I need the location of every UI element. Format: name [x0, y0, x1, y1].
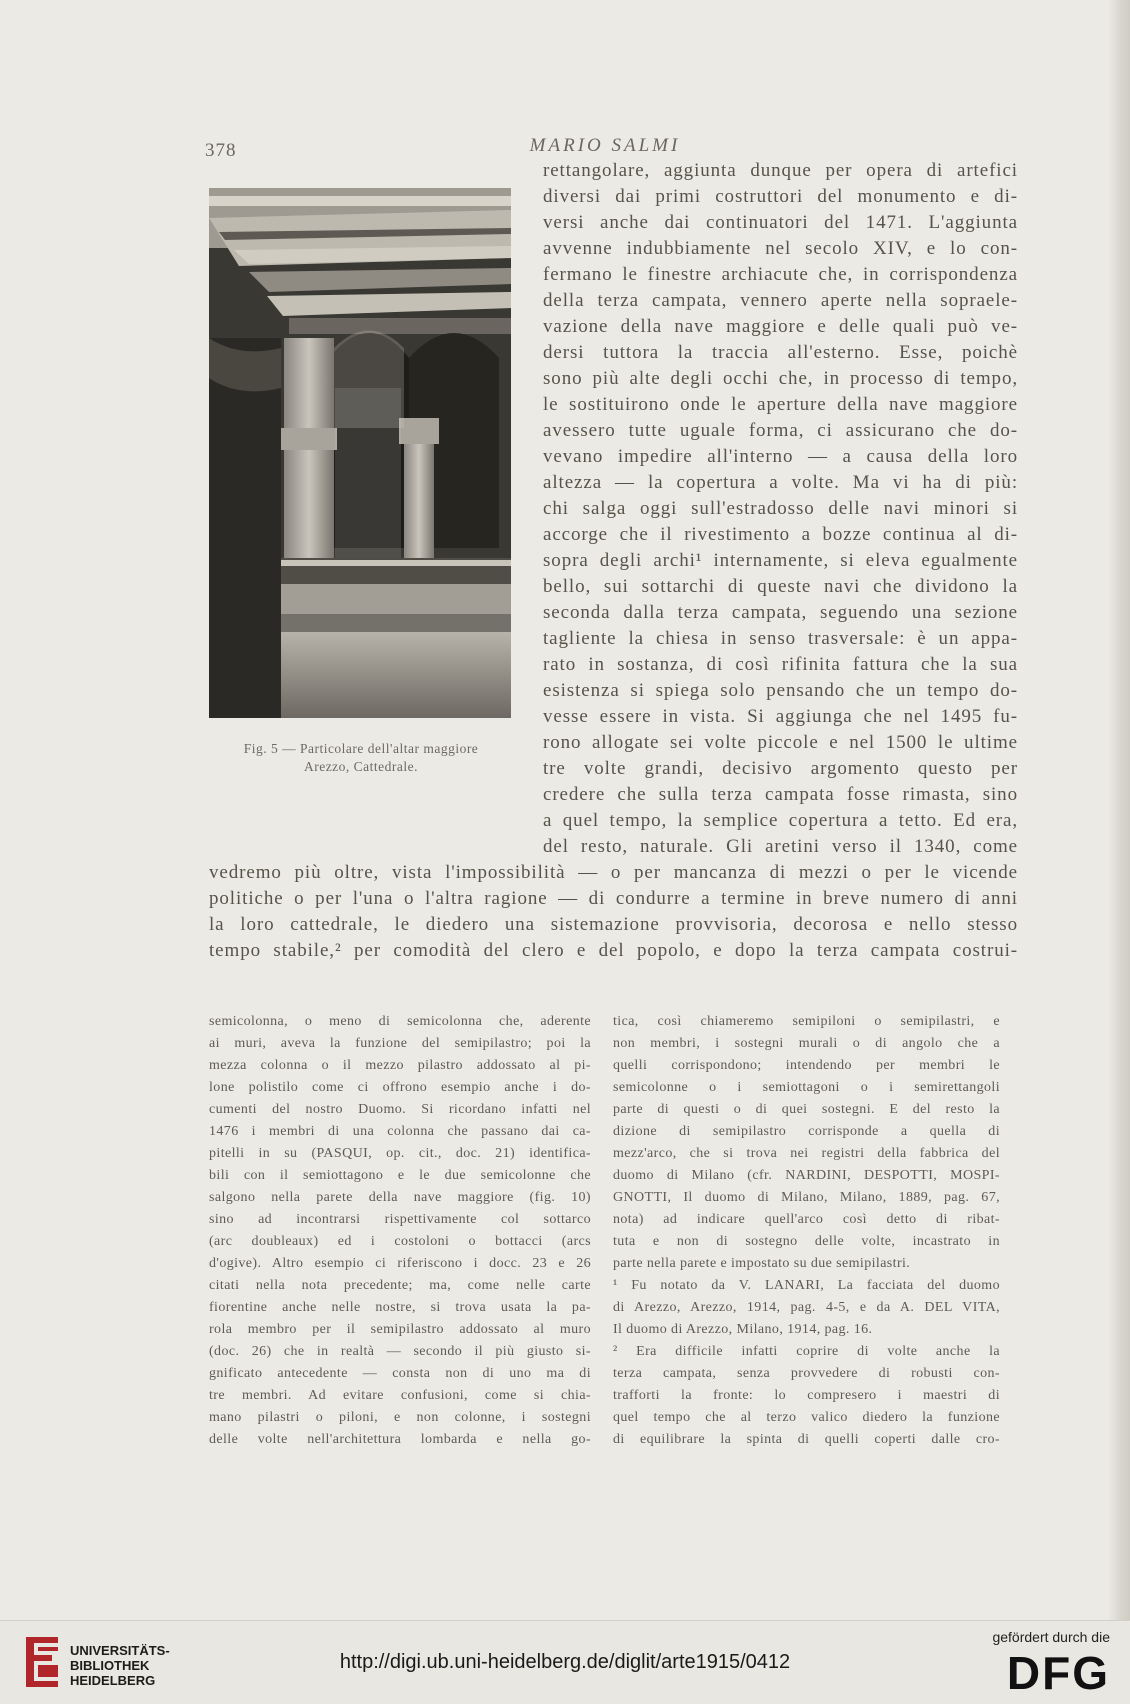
note-line: pitelli in su (PASQUI, op. cit., doc. 21) identifica- — [209, 1146, 591, 1161]
body-line: avvenne indubbiamente nel secolo XIV, e lo con- — [543, 238, 1018, 259]
body-line: seconda dalla terza campata, seguendo una sezione — [543, 602, 1018, 623]
body-line: accorge che il rivestimento a bozze continua al di- — [543, 524, 1018, 545]
note-line: tica, così chiameremo semipiloni o semipilastri, e — [613, 1014, 1000, 1029]
body-line: vazione della nave maggiore e delle quali può ve- — [543, 316, 1018, 337]
body-line: del resto, naturale. Gli aretini verso il 1340, come — [543, 836, 1018, 857]
page-number: 378 — [205, 140, 237, 161]
body-line: vesse essere in vista. Si aggiunga che nel 1495 fu- — [543, 706, 1018, 727]
note-line: quelli corrispondono; intendendo per membri le — [613, 1058, 1000, 1073]
footnote-2-line: di equilibrare la spinta di quelli coperti dalle cro- — [613, 1432, 1000, 1447]
note-line: parte di questi o di quei sostegni. E del resto la — [613, 1102, 1000, 1117]
viewer-footer — [0, 1620, 1130, 1704]
note-line: tuta e non di sostegno delle volte, incastrato in — [613, 1234, 1000, 1249]
body-line: le sostituirono onde le aperture della nave maggiore — [543, 394, 1018, 415]
body-line: rettangolare, aggiunta dunque per opera di artefici — [543, 160, 1018, 181]
note-line: parte nella parete e impostato su due semipilastri. — [613, 1256, 911, 1271]
body-line: politiche o per l'una o l'altra ragione — di condurre a termine in breve numero di anni — [209, 888, 1018, 909]
note-line: GNOTTI, Il duomo di Milano, Milano, 1889, pag. 67, — [613, 1190, 1000, 1205]
note-line: mezz'arco, che si trova nei registri della fabbrica del — [613, 1146, 1000, 1161]
note-line: citati nella nota precedente; ma, come nelle carte — [209, 1278, 591, 1293]
note-line: semicolonne o i semiottagoni o i semirettangoli — [613, 1080, 1000, 1095]
footnote-1-line: ¹ Fu notato da V. LANARI, La facciata del duomo — [613, 1278, 1000, 1293]
scan-page-edge — [1108, 0, 1130, 1620]
body-line: credere che sulla terza campata fosse rimasta, sino — [543, 784, 1018, 805]
note-line: d'ogive). Altro esempio ci riferiscono i docc. 23 e 26 — [209, 1256, 591, 1271]
altar-photograph — [209, 188, 511, 718]
running-head: MARIO SALMI — [529, 135, 681, 156]
note-line: bili con il semiottagono e le due semicolonne che — [209, 1168, 591, 1183]
note-line: cumenti del nostro Duomo. Si ricordano infatti nel — [209, 1102, 591, 1117]
body-line: avessero tutte uguale forma, ci assicurano che do- — [543, 420, 1018, 441]
permalink-url[interactable]: http://digi.ub.uni-heidelberg.de/diglit/arte1915/0412 — [339, 1651, 791, 1673]
footnote-2-line: quel tempo che al terzo valico diedero la funzione — [613, 1410, 1000, 1425]
note-line: mano pilastri o piloni, e non colonne, i sostegni — [209, 1410, 591, 1425]
body-line: la loro cattedrale, le diedero una sistemazione provvisoria, decorosa e nello stesso — [209, 914, 1018, 935]
body-line: altezza — la copertura a volte. Ma vi ha di più: — [543, 472, 1018, 493]
body-line: sono più alte degli occhi che, in processo di tempo, — [543, 368, 1018, 389]
body-line: fermano le finestre archiacute che, in corrispondenza — [543, 264, 1018, 285]
library-name-line: HEIDELBERG — [70, 1673, 156, 1688]
body-line: vedremo più oltre, vista l'impossibilità — o per mancanza di mezzi o per le vicende — [209, 862, 1018, 883]
note-line: sino ad incontrarsi rispettivamente col sottarco — [209, 1212, 591, 1227]
note-line: gnificato antecedente — consta non di uno ma di — [209, 1366, 591, 1381]
note-line: (arc doubleaux) ed i costoloni o bottacci (arcs — [209, 1234, 591, 1249]
figure-caption — [200, 740, 522, 776]
note-line: 1476 i membri di una colonna che passano dai ca- — [209, 1124, 591, 1139]
note-line: fiorentine anche nelle nostre, si trova usata la pa- — [209, 1300, 591, 1315]
altar-photo-drawing — [209, 188, 511, 718]
body-line: vevano impedire all'interno — a causa della loro — [543, 446, 1018, 467]
body-line: bello, sui sottarchi di queste navi che dividono la — [543, 576, 1018, 597]
note-line: (doc. 26) che in realtà — secondo il più giusto si- — [209, 1344, 591, 1359]
footnote-2-line: trafforti la fronte: lo compresero i maestri di — [613, 1388, 1000, 1403]
body-line: sopra degli archi¹ internamente, si eleva egualmente — [543, 550, 1018, 571]
note-line: delle volte nell'architettura lombarda e nella go- — [209, 1432, 591, 1447]
dfg-logo[interactable]: DFG — [1006, 1647, 1110, 1699]
body-line: diversi dai primi costruttori del monumento e di- — [543, 186, 1018, 207]
sponsor-label: gefördert durch die — [992, 1629, 1110, 1645]
body-line: chi salga oggi sull'estradosso delle navi minori si — [543, 498, 1018, 519]
note-line: dizione di semipilastro corrisponde a quella di — [613, 1124, 1000, 1139]
footnote-1-line: di Arezzo, Arezzo, 1914, pag. 4-5, e da A. DEL VITA, — [613, 1300, 1000, 1315]
library-name-line: UNIVERSITÄTS- — [70, 1643, 170, 1658]
body-line: tempo stabile,² per comodità del clero e del popolo, e dopo la terza campata costrui- — [209, 940, 1018, 961]
body-line: esistenza si spiega solo pensando che un tempo do- — [543, 680, 1018, 701]
note-line: semicolonna, o meno di semicolonna che, aderente — [209, 1014, 591, 1029]
caption-line: Arezzo, Cattedrale. — [303, 759, 419, 774]
footnote-2-line: terza campata, senza provvedere di robusti con- — [613, 1366, 1000, 1381]
note-line: rola membro per il semipilastro addossato al muro — [209, 1322, 591, 1337]
note-line: salgono nella parete della nave maggiore (fig. 10) — [209, 1190, 591, 1205]
footnote-2-line: ² Era difficile infatti coprire di volte anche la — [613, 1344, 1000, 1359]
library-name-line: BIBLIOTHEK — [70, 1658, 150, 1673]
body-line: della terza campata, vennero aperte nella sopraele- — [543, 290, 1018, 311]
note-line: non membri, i sostegni murali o di angolo che a — [613, 1036, 1000, 1051]
note-line: lone polistilo come ci offrono esempio anche i do- — [209, 1080, 591, 1095]
note-line: nota) ad indicare quell'arco così detto di ribat- — [613, 1212, 1000, 1227]
body-line: dersi tuttora la traccia all'esterno. Esse, poichè — [543, 342, 1018, 363]
body-line: rono allogate sei volte piccole e nel 1500 le ultime — [543, 732, 1018, 753]
note-line: tre membri. Ad evitare confusioni, come si chia- — [209, 1388, 591, 1403]
caption-line: Fig. 5 — Particolare dell'altar maggiore — [243, 741, 479, 756]
footnote-1-line: Il duomo di Arezzo, Milano, 1914, pag. 16. — [613, 1322, 873, 1337]
note-line: mezza colonna o il mezzo pilastro addossato al pi- — [209, 1058, 591, 1073]
body-line: versi anche dai continuatori del 1471. L'aggiunta — [543, 212, 1018, 233]
body-line: tre volte grandi, decisivo argomento questo per — [543, 758, 1018, 779]
body-line: tagliente la chiesa in senso trasversale: è un appa- — [543, 628, 1018, 649]
note-line: ai muri, aveva la funzione del semipilastro; poi la — [209, 1036, 591, 1051]
body-line: rato in sostanza, di così rifinita fattura che la sua — [543, 654, 1018, 675]
body-line: a quel tempo, la semplice copertura a tetto. Ed era, — [543, 810, 1018, 831]
note-line: duomo di Milano (cfr. NARDINI, DESPOTTI, MOSPI- — [613, 1168, 1000, 1183]
